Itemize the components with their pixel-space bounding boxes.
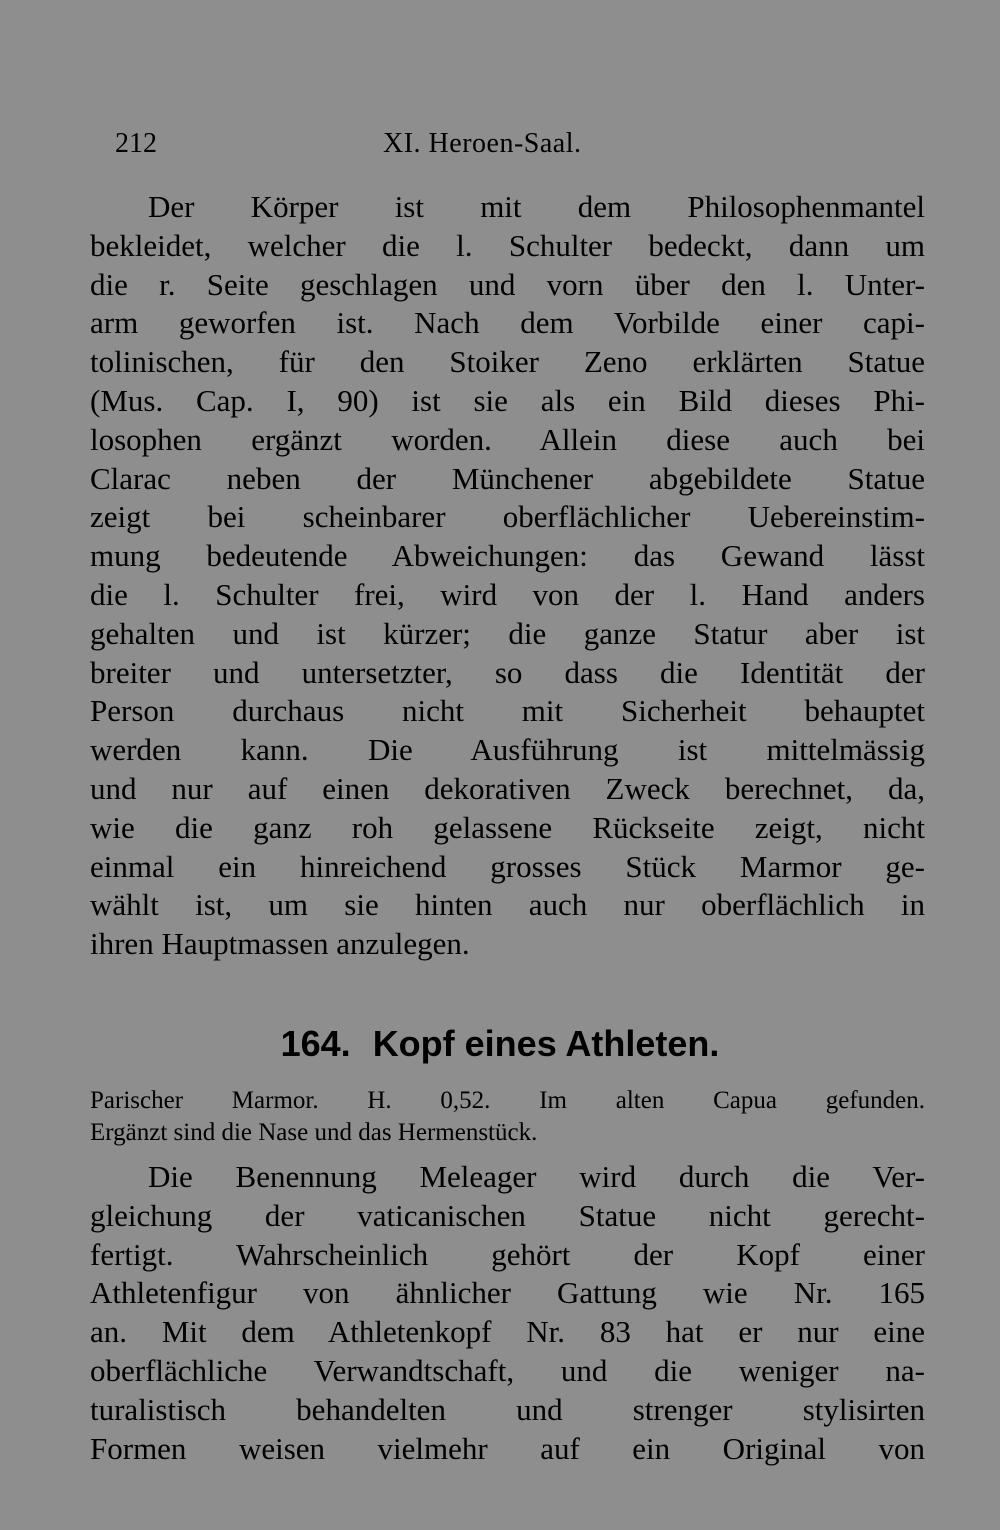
metadata-line: Parischer Marmor. H. 0,52. Im alten Capua gefunden. — [90, 1087, 925, 1114]
text-line: einmal ein hinreichend grosses Stück Marmor ge- — [90, 848, 925, 884]
text-line: turalistisch behandelten und strenger stylisirten — [90, 1391, 925, 1427]
running-title: XI. Heroen-Saal. — [383, 128, 582, 159]
section-heading — [0, 1022, 1000, 1066]
section-number: 164. — [280, 1023, 351, 1064]
text-line: und nur auf einen dekorativen Zweck berechnet, da, — [90, 770, 925, 806]
text-line: Athletenfigur von ähnlicher Gattung wie Nr. 165 — [90, 1275, 925, 1311]
text-line: wie die ganz roh gelassene Rückseite zeigt, nicht — [90, 809, 925, 845]
text-line: ihren Hauptmassen anzulegen. — [90, 926, 470, 962]
page-number: 212 — [115, 128, 157, 159]
text-line: mung bedeutende Abweichungen: das Gewand lässt — [90, 538, 925, 574]
text-line: arm geworfen ist. Nach dem Vorbilde einer capi- — [90, 305, 925, 341]
text-line: (Mus. Cap. I, 90) ist sie als ein Bild dieses Phi- — [90, 382, 925, 418]
text-line: Formen weisen vielmehr auf ein Original von — [90, 1430, 925, 1466]
text-line: losophen ergänzt worden. Allein diese auch bei — [90, 421, 925, 457]
text-line: die r. Seite geschlagen und vorn über den l. Unter- — [90, 266, 925, 302]
text-line: tolinischen, für den Stoiker Zeno erklärten Statue — [90, 344, 925, 380]
text-line: breiter und untersetzter, so dass die Identität der — [90, 654, 925, 690]
text-line: bekleidet, welcher die l. Schulter bedeckt, dann um — [90, 227, 925, 263]
text-line: werden kann. Die Ausführung ist mittelmässig — [90, 732, 925, 768]
text-line: wählt ist, um sie hinten auch nur oberflächlich in — [90, 887, 925, 923]
paragraph-statue-description — [90, 188, 925, 964]
metadata-line: Ergänzt sind die Nase und das Hermenstück. — [90, 1119, 538, 1146]
text-line: Die Benennung Meleager wird durch die Ver- — [148, 1159, 925, 1194]
text-line: an. Mit dem Athletenkopf Nr. 83 hat er nur eine — [90, 1314, 925, 1350]
text-line: gehalten und ist kürzer; die ganze Statur aber ist — [90, 615, 925, 651]
text-line: die l. Schulter frei, wird von der l. Hand anders — [90, 576, 925, 612]
text-line: zeigt bei scheinbarer oberflächlicher Uebereinstim- — [90, 499, 925, 535]
section-title: Kopf eines Athleten. — [372, 1023, 720, 1064]
text-line: Clarac neben der Münchener abgebildete Statue — [90, 460, 925, 496]
text-line: Der Körper ist mit dem Philosophenmantel — [148, 189, 925, 224]
text-line: fertigt. Wahrscheinlich gehört der Kopf einer — [90, 1236, 925, 1272]
page-header — [115, 124, 925, 164]
text-line: oberflächliche Verwandtschaft, und die weniger na- — [90, 1352, 925, 1388]
paragraph-head-description — [90, 1158, 925, 1468]
text-line: Person durchaus nicht mit Sicherheit behauptet — [90, 693, 925, 729]
catalog-metadata — [90, 1085, 925, 1149]
text-line: gleichung der vaticanischen Statue nicht gerecht- — [90, 1197, 925, 1233]
